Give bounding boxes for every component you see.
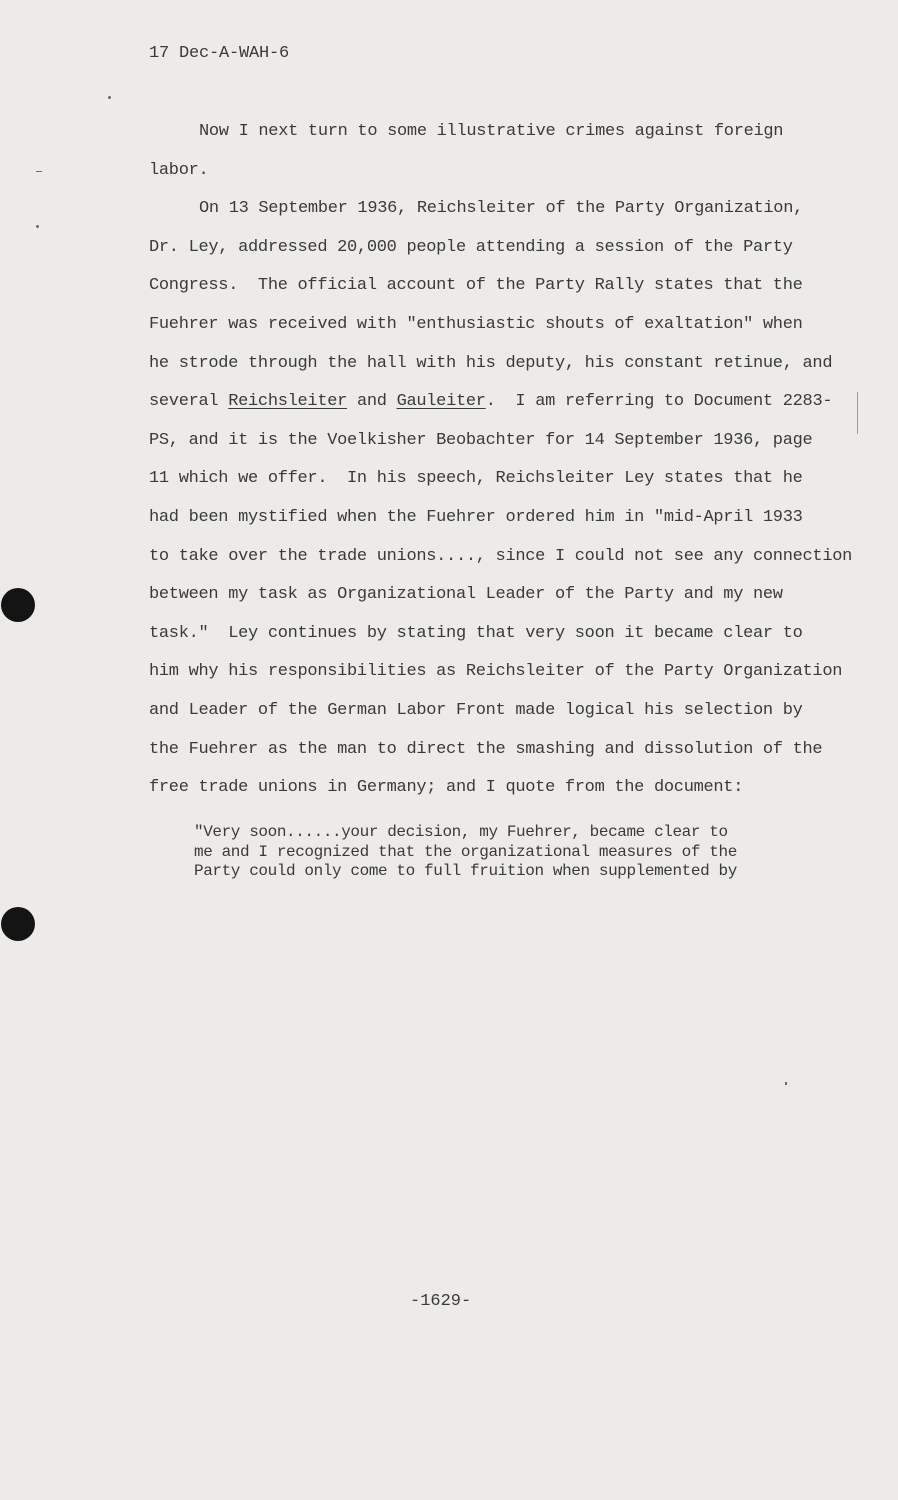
quote-line: "Very soon......your decision, my Fuehrer, became clear to bbox=[194, 823, 728, 841]
body-line bbox=[149, 391, 832, 413]
page-number: -1629- bbox=[410, 1292, 472, 1311]
body-line bbox=[149, 353, 832, 375]
body-line bbox=[149, 623, 803, 645]
punch-hole-lower bbox=[1, 907, 35, 941]
text-segment: he strode through the hall with his deputy, his constant retinue, and bbox=[149, 353, 833, 373]
text-segment: On 13 September 1936, Reichsleiter of the Party Organization, bbox=[199, 199, 804, 219]
text-segment: him why his responsibilities as Reichsleiter of the Party Organization bbox=[149, 662, 843, 682]
text-segment: . I am referring to Document 2283- bbox=[485, 392, 833, 412]
body-line bbox=[149, 661, 842, 683]
text-segment: labor. bbox=[149, 160, 209, 180]
text-segment: free trade unions in Germany; and I quote from the document: bbox=[149, 778, 744, 798]
text-segment: the Fuehrer as the man to direct the smashing and dissolution of the bbox=[149, 739, 823, 759]
text-segment: between my task as Organizational Leader of the Party and my new bbox=[149, 585, 783, 605]
text-segment: task." Ley continues by stating that very soon it became clear to bbox=[149, 623, 803, 643]
margin-speck bbox=[108, 96, 111, 99]
underlined-term: Gauleiter bbox=[396, 392, 486, 412]
text-segment: Dr. Ley, addressed 20,000 people attending a session of the Party bbox=[149, 237, 793, 257]
margin-line bbox=[857, 392, 858, 434]
text-segment: Congress. The official account of the Party Rally states that the bbox=[149, 276, 803, 296]
body-line bbox=[149, 777, 743, 799]
quote-line: Party could only come to full fruition when supplemented by bbox=[194, 862, 737, 880]
text-segment: 11 which we offer. In his speech, Reichsleiter Ley states that he bbox=[149, 469, 803, 489]
margin-speck bbox=[36, 225, 39, 228]
text-segment: to take over the trade unions...., since I could not see any connection bbox=[149, 546, 853, 566]
text-segment: had been mystified when the Fuehrer ordered him in "mid-April 1933 bbox=[149, 508, 803, 527]
body-line bbox=[149, 584, 783, 606]
body-line bbox=[149, 546, 852, 568]
margin-speck bbox=[36, 171, 42, 172]
body-line bbox=[149, 275, 803, 297]
body-line bbox=[149, 160, 208, 182]
body-line bbox=[149, 468, 803, 490]
margin-speck bbox=[785, 1082, 787, 1085]
body-line bbox=[199, 121, 783, 143]
text-segment: Now I next turn to some illustrative crimes against foreign bbox=[199, 122, 784, 141]
quote-line: me and I recognized that the organizational measures of the bbox=[194, 842, 737, 861]
text-segment: Fuehrer was received with "enthusiastic shouts of exaltation" when bbox=[149, 315, 803, 334]
underlined-term: Reichsleiter bbox=[228, 392, 348, 412]
text-segment: PS, and it is the Voelkisher Beobachter for 14 September 1936, page bbox=[149, 430, 813, 450]
document-id: 17 Dec-A-WAH-6 bbox=[149, 44, 290, 63]
text-segment: and bbox=[347, 392, 397, 412]
body-line bbox=[149, 700, 803, 722]
body-line bbox=[149, 430, 812, 452]
text-segment: and Leader of the German Labor Front made logical his selection by bbox=[149, 701, 803, 720]
punch-hole-upper bbox=[1, 588, 35, 622]
body-line bbox=[199, 198, 803, 220]
body-line bbox=[149, 314, 803, 336]
text-segment: several bbox=[149, 392, 229, 412]
body-line bbox=[149, 237, 793, 259]
body-line bbox=[149, 507, 803, 529]
body-line bbox=[149, 739, 822, 761]
